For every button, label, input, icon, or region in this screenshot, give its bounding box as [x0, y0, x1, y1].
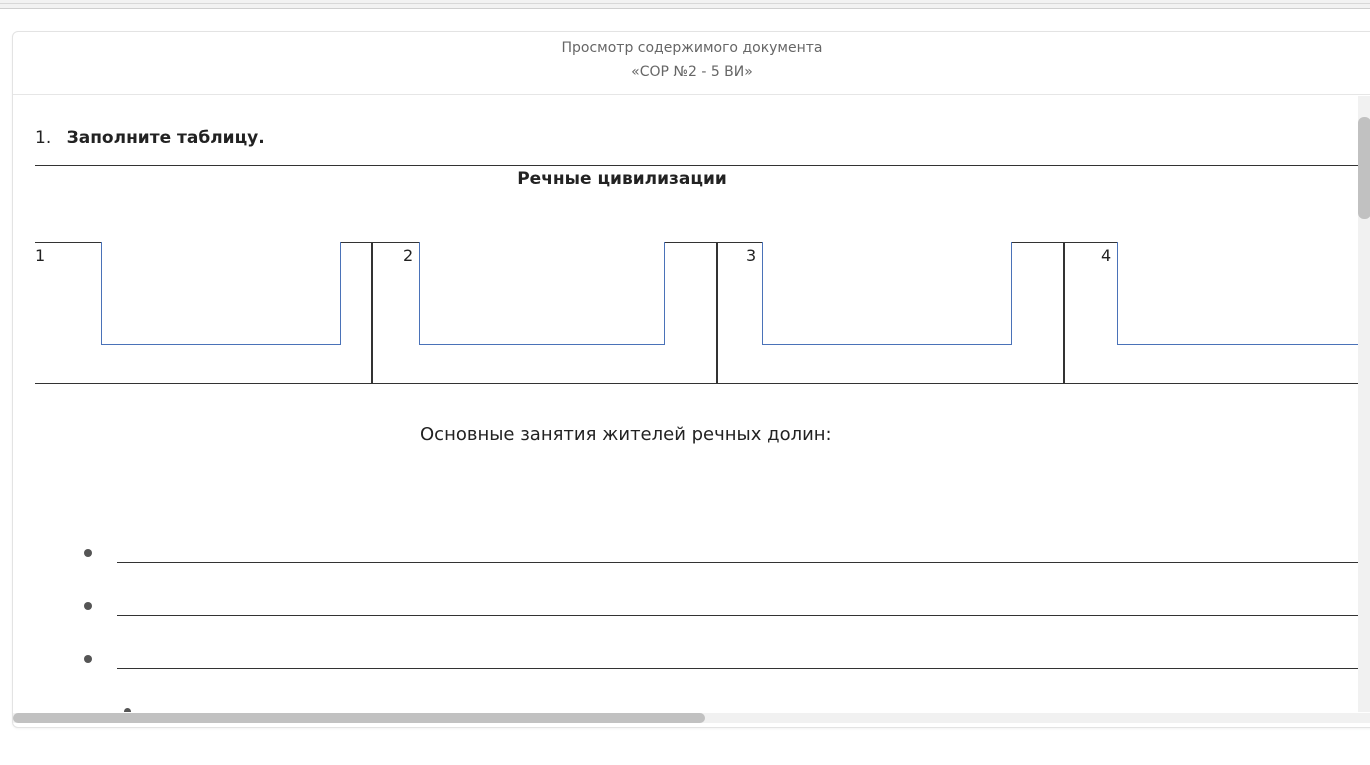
document-content [13, 96, 1370, 712]
task-number: 1. [35, 128, 52, 148]
table-divider-2 [716, 242, 718, 383]
answer-line-2[interactable] [117, 615, 1370, 616]
table-top-rule [35, 165, 1370, 166]
answer-box-1[interactable] [101, 242, 341, 345]
answer-box-2[interactable] [419, 242, 665, 345]
cell-number-3: 3 [746, 246, 757, 265]
occupations-title-text: Основные занятия жителей речных долин: [420, 424, 832, 445]
horizontal-scrollbar-thumb[interactable] [13, 713, 705, 723]
cell-number-4: 4 [1101, 246, 1112, 265]
answer-line-3[interactable] [117, 668, 1370, 669]
cell-number-1: 1 [35, 246, 46, 265]
document-viewer [12, 31, 1370, 728]
task-heading [35, 128, 265, 148]
window-top-strip [0, 0, 1370, 9]
viewer-header [13, 32, 1370, 95]
bullet-3 [84, 655, 92, 663]
table-bottom-rule [35, 383, 1370, 384]
bullet-4 [124, 708, 131, 712]
answer-line-1[interactable] [117, 562, 1370, 563]
viewer-header-document-name: «СОР №2 - 5 ВИ» [631, 64, 753, 80]
bullet-2 [84, 602, 92, 610]
answer-box-3[interactable] [762, 242, 1012, 345]
answer-box-4[interactable] [1117, 242, 1363, 345]
bullet-1 [84, 549, 92, 557]
viewer-header-title: Просмотр содержимого документа [561, 40, 823, 56]
vertical-scrollbar-thumb[interactable] [1358, 117, 1370, 219]
table-title: Речные цивилизации [517, 169, 727, 189]
cell-number-2: 2 [403, 246, 414, 265]
task-text: Заполните таблицу. [66, 128, 265, 148]
table-divider-3 [1063, 242, 1065, 383]
table-divider-1 [371, 242, 373, 383]
